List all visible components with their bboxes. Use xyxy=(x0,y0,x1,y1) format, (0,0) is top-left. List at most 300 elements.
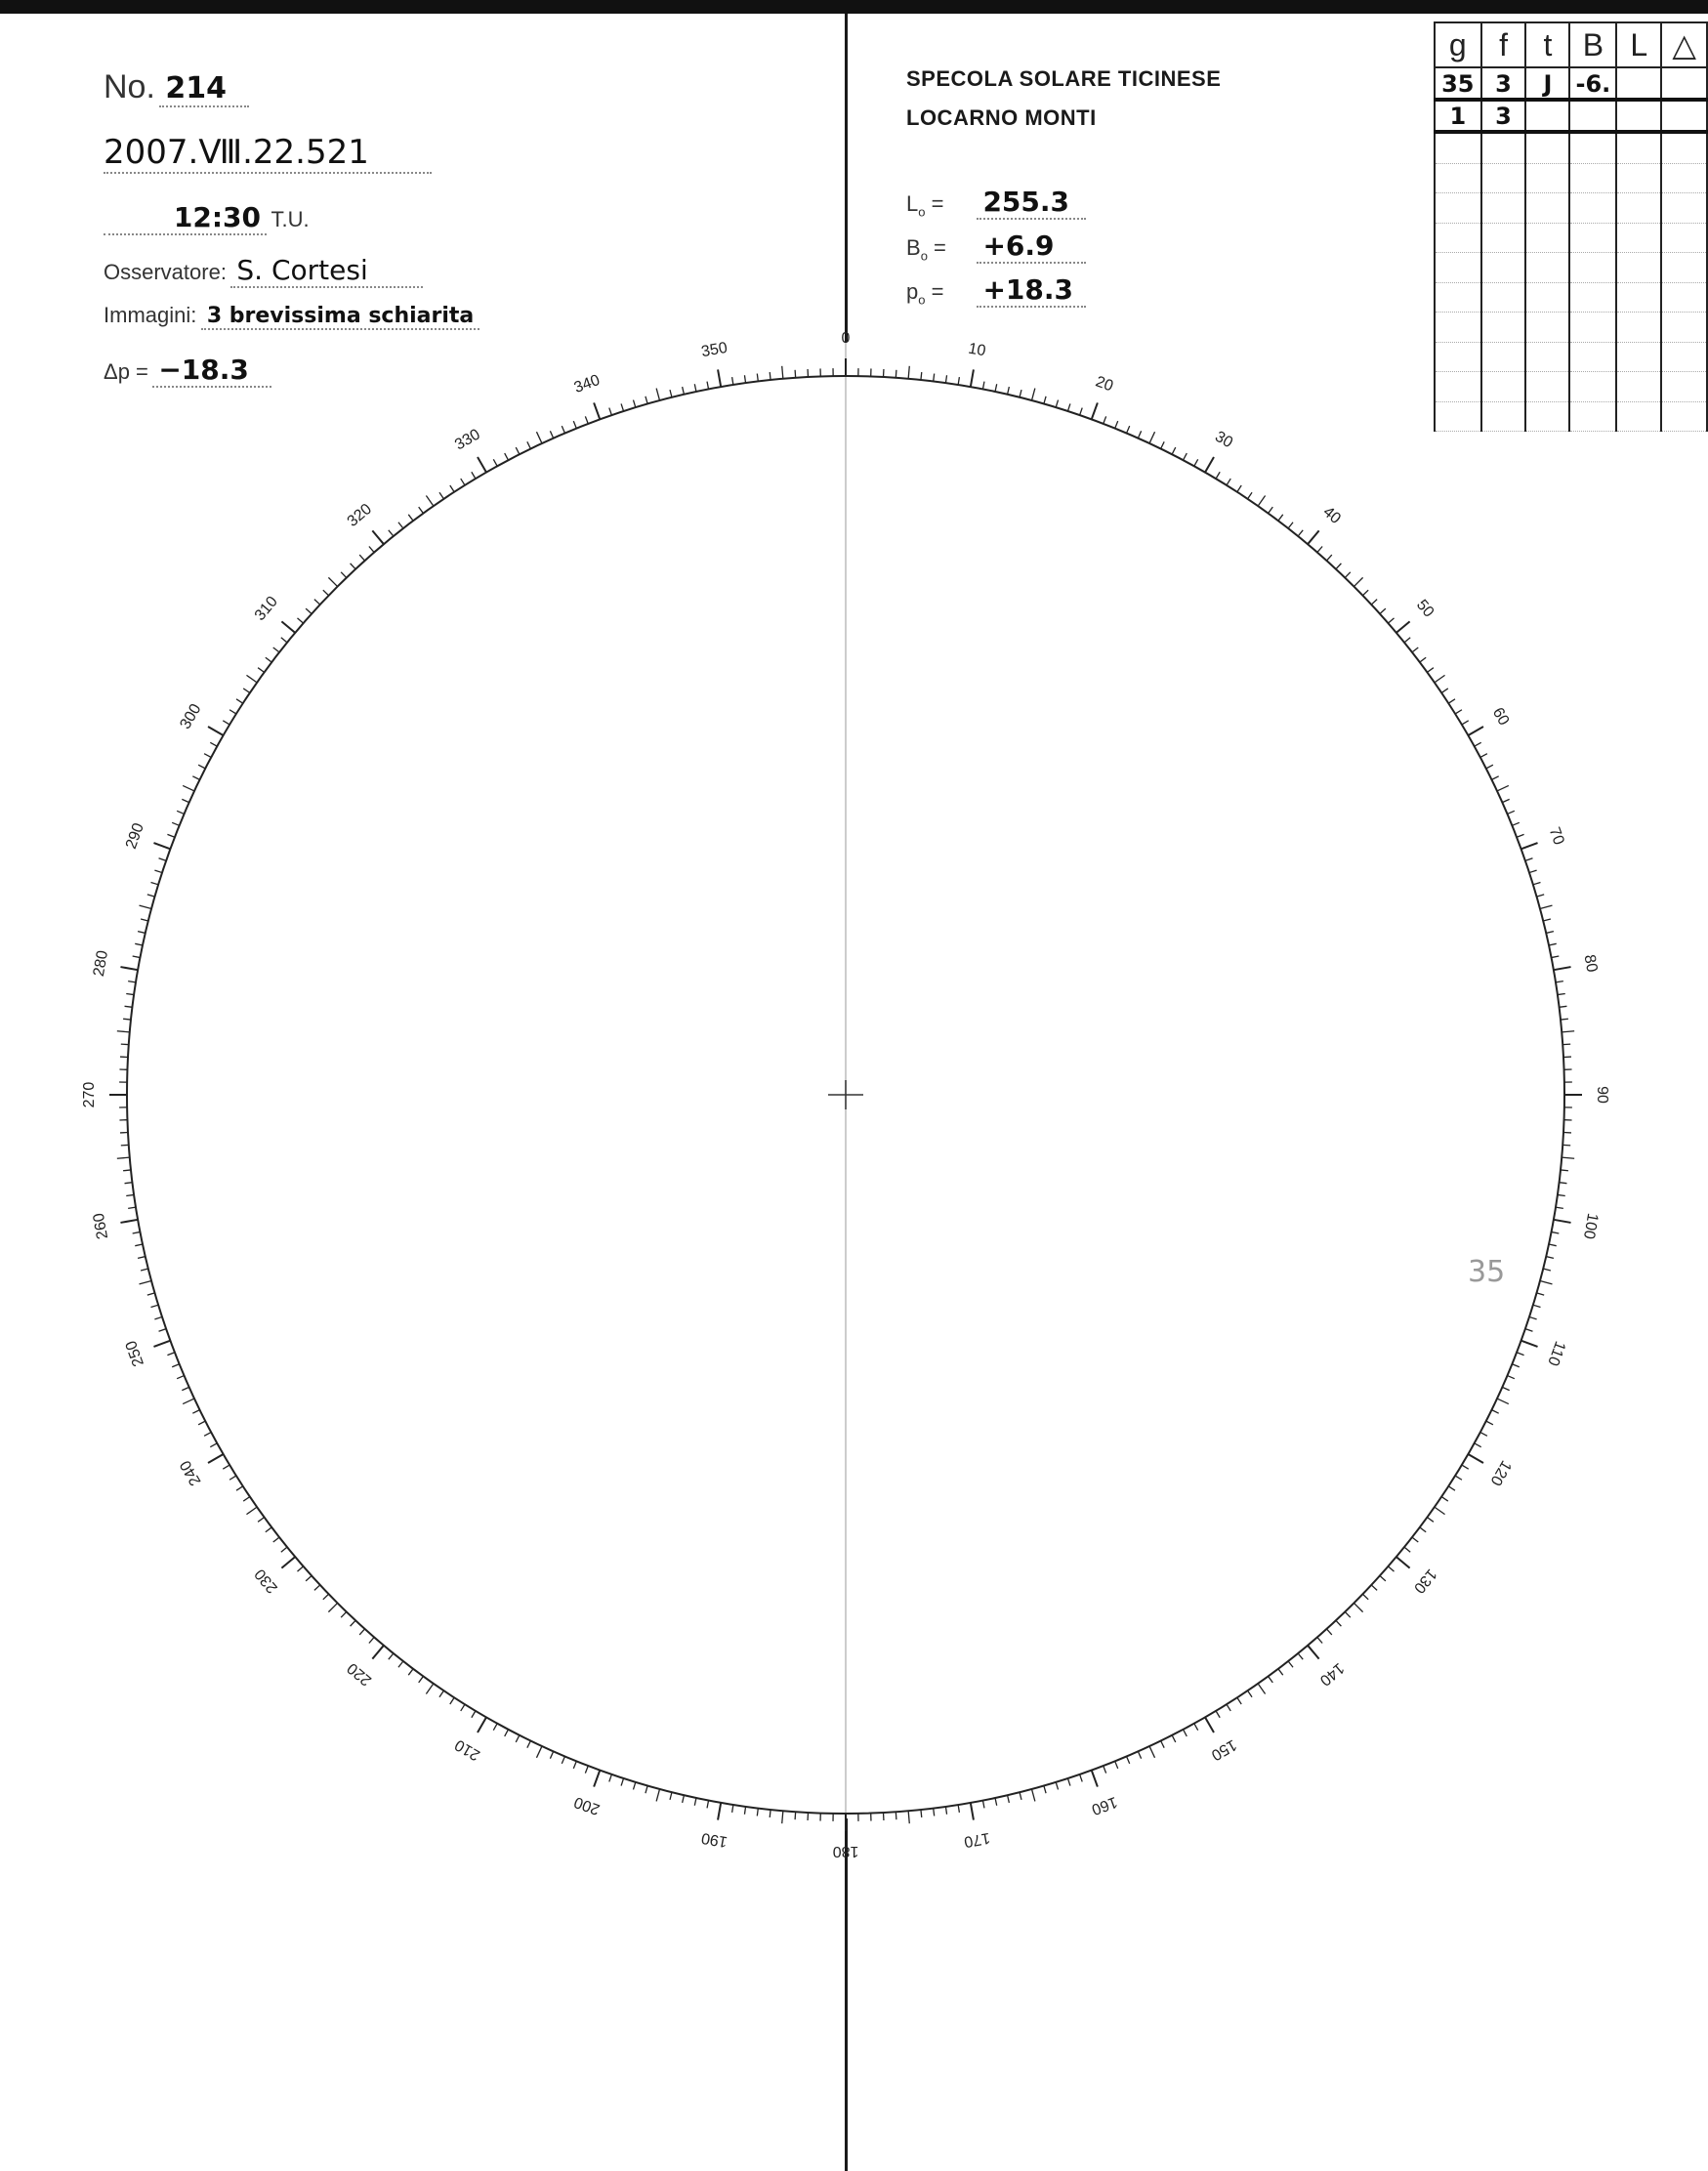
degree-tick xyxy=(1184,453,1187,460)
degree-tick xyxy=(1127,1756,1130,1763)
degree-label: 0 xyxy=(841,330,851,348)
degree-tick xyxy=(1543,1269,1551,1271)
degree-tick xyxy=(1080,1774,1083,1782)
degree-tick xyxy=(1551,1232,1559,1233)
images-note: 3 brevissima schiarita xyxy=(201,304,479,330)
degree-tick xyxy=(670,1792,672,1800)
degree-tick xyxy=(419,507,424,513)
degree-tick xyxy=(472,472,476,479)
degree-tick xyxy=(921,372,922,380)
degree-tick xyxy=(204,754,211,758)
degree-tick xyxy=(1205,457,1214,473)
degree-tick xyxy=(182,799,188,802)
degree-tick xyxy=(585,1766,588,1773)
degree-tick xyxy=(323,1594,329,1600)
degree-tick xyxy=(1345,1611,1351,1617)
degree-tick xyxy=(505,1730,509,1736)
degree-tick xyxy=(153,843,170,849)
degree-tick xyxy=(1502,799,1509,802)
degree-tick xyxy=(1227,479,1230,485)
degree-tick xyxy=(782,1811,783,1823)
degree-tick xyxy=(1371,1585,1377,1590)
degree-tick xyxy=(1562,1031,1574,1032)
degree-tick xyxy=(1546,1257,1554,1259)
degree-tick xyxy=(516,1735,520,1742)
degree-label: 70 xyxy=(1545,824,1567,848)
degree-tick xyxy=(182,1387,188,1390)
degree-label: 20 xyxy=(1093,373,1116,396)
degree-tick xyxy=(1507,811,1514,814)
degree-tick xyxy=(585,416,588,423)
time-unit: T.U. xyxy=(271,207,310,231)
degree-tick xyxy=(208,1454,224,1463)
degree-tick xyxy=(1556,1207,1563,1208)
degree-tick xyxy=(694,384,696,392)
degree-label: 290 xyxy=(122,820,147,852)
degree-tick xyxy=(1336,1620,1341,1626)
observation-date: 2007.Ⅷ.22.521 xyxy=(104,133,432,174)
degree-tick xyxy=(609,408,612,416)
degree-label: 130 xyxy=(1410,1565,1440,1597)
degree-tick xyxy=(1269,1676,1273,1682)
degree-tick xyxy=(1562,1145,1570,1146)
degree-tick xyxy=(516,447,520,454)
degree-tick xyxy=(167,1353,174,1356)
degree-tick xyxy=(478,457,486,473)
degree-label: 100 xyxy=(1579,1211,1602,1241)
degree-tick xyxy=(1529,1316,1537,1318)
degree-tick xyxy=(223,1465,229,1469)
degree-tick xyxy=(1525,1329,1533,1332)
degree-tick xyxy=(550,431,553,438)
degree-tick xyxy=(183,1399,194,1403)
degree-tick xyxy=(646,397,647,404)
degree-tick xyxy=(1172,447,1176,454)
degree-tick xyxy=(1380,1575,1386,1580)
degree-tick xyxy=(266,1527,271,1532)
degree-tick xyxy=(1427,1518,1433,1523)
degree-tick xyxy=(1388,1566,1394,1571)
degree-tick xyxy=(140,1280,152,1283)
degree-tick xyxy=(633,400,635,408)
degree-label: 150 xyxy=(1208,1735,1239,1764)
param-symbol: p xyxy=(906,279,919,304)
degree-tick xyxy=(138,932,146,934)
degree-tick xyxy=(1149,432,1154,443)
degree-tick xyxy=(527,1741,531,1748)
degree-tick xyxy=(995,384,997,392)
degree-tick xyxy=(236,699,243,703)
degree-tick xyxy=(328,577,337,586)
degree-tick xyxy=(1172,1735,1176,1742)
degree-tick xyxy=(707,382,709,390)
degree-tick xyxy=(1560,1006,1567,1007)
degree-tick xyxy=(770,1810,771,1817)
degree-tick xyxy=(341,1611,347,1617)
degree-tick xyxy=(1549,1244,1557,1246)
column-header-f: f xyxy=(1481,22,1526,67)
degree-tick xyxy=(1529,870,1537,872)
degree-tick xyxy=(1362,590,1368,596)
degree-tick xyxy=(246,1507,257,1514)
degree-label: 110 xyxy=(1544,1338,1568,1368)
degree-tick xyxy=(135,943,143,945)
degree-tick xyxy=(594,1771,600,1787)
degree-tick xyxy=(1092,402,1098,419)
degree-label: 180 xyxy=(832,1842,859,1859)
degree-tick xyxy=(573,1761,576,1768)
degree-tick xyxy=(1031,389,1034,401)
degree-tick xyxy=(782,366,783,379)
degree-tick xyxy=(369,547,374,553)
degree-tick xyxy=(1517,834,1523,837)
record-number: 214 xyxy=(159,71,249,107)
degree-label: 50 xyxy=(1412,597,1437,621)
degree-tick xyxy=(1427,668,1433,673)
degree-tick xyxy=(1561,1170,1568,1171)
degree-label: 260 xyxy=(90,1211,112,1241)
degree-tick xyxy=(609,1774,612,1782)
degree-tick xyxy=(369,1637,374,1643)
degree-tick xyxy=(1056,1782,1058,1790)
param-symbol: L xyxy=(906,191,919,216)
degree-tick xyxy=(1288,1661,1293,1667)
degree-tick xyxy=(694,1798,696,1806)
degree-tick xyxy=(1533,1305,1541,1307)
degree-tick xyxy=(372,1646,384,1659)
degree-tick xyxy=(154,1316,162,1318)
institution-line-2: LOCARNO MONTI xyxy=(906,105,1097,130)
degree-tick xyxy=(1536,1293,1544,1295)
degree-tick xyxy=(1020,390,1021,397)
degree-tick xyxy=(1497,785,1509,790)
degree-tick xyxy=(314,600,320,605)
degree-tick xyxy=(141,919,148,921)
degree-tick xyxy=(1380,608,1386,613)
degree-tick xyxy=(306,1575,312,1580)
degree-tick xyxy=(1435,1507,1445,1514)
degree-label: 60 xyxy=(1488,704,1513,729)
degree-tick xyxy=(1336,564,1341,569)
degree-tick xyxy=(1020,1792,1021,1800)
degree-tick xyxy=(1115,421,1118,428)
degree-tick xyxy=(1161,1741,1165,1748)
degree-tick xyxy=(177,811,184,814)
degree-tick xyxy=(1480,754,1487,758)
degree-tick xyxy=(1561,1019,1568,1020)
degree-tick xyxy=(1127,426,1130,433)
degree-tick xyxy=(177,1376,184,1379)
degree-tick xyxy=(646,1785,647,1793)
degree-tick xyxy=(1480,1433,1487,1437)
degree-label: 210 xyxy=(452,1735,483,1764)
degree-tick xyxy=(1546,932,1554,934)
degree-tick xyxy=(328,1603,337,1611)
degree-tick xyxy=(971,1803,974,1820)
degree-tick xyxy=(1562,1044,1570,1045)
param-subscript: o xyxy=(918,292,926,308)
degree-tick xyxy=(151,1305,159,1307)
degree-tick xyxy=(120,1220,138,1223)
degree-tick xyxy=(1396,1557,1410,1568)
degree-tick xyxy=(621,1778,623,1786)
degree-tick xyxy=(210,1443,217,1447)
degree-tick xyxy=(314,1585,320,1590)
degree-tick xyxy=(1455,710,1462,714)
degree-tick xyxy=(527,441,531,448)
degree-tick xyxy=(121,1145,129,1146)
degree-tick xyxy=(1205,1717,1214,1733)
degree-tick xyxy=(372,530,384,544)
table-cell: 1 xyxy=(1435,100,1481,133)
table-cell: J xyxy=(1525,67,1569,100)
degree-tick xyxy=(1308,1646,1319,1659)
degree-tick xyxy=(1540,905,1553,908)
degree-tick xyxy=(1258,1684,1265,1694)
degree-tick xyxy=(1008,387,1010,395)
degree-label: 300 xyxy=(177,701,205,732)
degree-tick xyxy=(1468,727,1483,735)
degree-tick xyxy=(1104,1766,1106,1773)
degree-tick xyxy=(1248,492,1252,499)
degree-tick xyxy=(795,370,796,378)
degree-tick xyxy=(359,1629,364,1635)
param-value-l0: 255.3 xyxy=(977,186,1086,220)
degree-tick xyxy=(683,1795,685,1803)
degree-tick xyxy=(192,776,199,780)
param-symbol: B xyxy=(906,235,921,260)
degree-tick xyxy=(1371,600,1377,605)
degree-tick xyxy=(1216,1711,1220,1718)
degree-tick xyxy=(258,1518,264,1523)
degree-tick xyxy=(945,1807,946,1815)
degree-tick xyxy=(1441,1497,1448,1501)
degree-tick xyxy=(1435,675,1445,682)
degree-tick xyxy=(1362,1594,1368,1600)
degree-tick xyxy=(281,1547,287,1552)
degree-tick xyxy=(1216,472,1220,479)
degree-tick xyxy=(1556,981,1563,982)
degree-tick xyxy=(1558,1194,1565,1195)
degree-tick xyxy=(1486,765,1493,769)
degree-tick xyxy=(1404,1547,1410,1552)
degree-tick xyxy=(1412,647,1418,652)
degree-tick xyxy=(656,389,659,401)
degree-tick xyxy=(243,1497,250,1501)
degree-tick xyxy=(1441,689,1448,692)
degree-tick xyxy=(934,374,935,382)
degree-tick xyxy=(1468,1454,1483,1463)
degree-tick xyxy=(192,1410,199,1414)
degree-tick xyxy=(934,1809,935,1816)
degree-tick xyxy=(1497,1399,1509,1403)
degree-tick xyxy=(1462,721,1469,725)
degree-tick xyxy=(795,1812,796,1819)
param-subscript: o xyxy=(920,248,928,264)
degree-tick xyxy=(1412,1537,1418,1542)
degree-tick xyxy=(683,387,685,395)
degree-tick xyxy=(419,1676,424,1682)
degree-tick xyxy=(258,668,264,673)
degree-tick xyxy=(273,1537,279,1542)
degree-tick xyxy=(908,366,909,379)
degree-tick xyxy=(450,1697,454,1704)
degree-tick xyxy=(128,1207,136,1208)
degree-tick xyxy=(426,1684,433,1694)
table-cell: 35 xyxy=(1435,67,1481,100)
degree-tick xyxy=(1317,547,1322,553)
degree-tick xyxy=(1044,1785,1046,1793)
degree-label: 10 xyxy=(967,340,987,360)
degree-tick xyxy=(921,1810,922,1817)
degree-tick xyxy=(359,555,364,561)
param-row-l0: $L_o = 255.3$ xyxy=(906,186,1086,230)
degree-tick xyxy=(341,572,347,578)
degree-tick xyxy=(126,1194,134,1195)
degree-tick xyxy=(536,432,541,443)
degree-tick xyxy=(125,1006,133,1007)
degree-label: 200 xyxy=(571,1793,603,1818)
degree-tick xyxy=(562,426,564,433)
degree-tick xyxy=(117,1031,130,1032)
observer-name: S. Cortesi xyxy=(230,254,423,288)
degree-tick xyxy=(505,453,509,460)
degree-tick xyxy=(1512,822,1519,825)
degree-label: 350 xyxy=(699,339,729,361)
column-header-g: g xyxy=(1435,22,1481,67)
degree-label: 220 xyxy=(344,1659,376,1690)
degree-tick xyxy=(323,590,329,596)
degree-tick xyxy=(1558,993,1565,994)
table-cell: 3 xyxy=(1481,100,1526,133)
degree-label: 250 xyxy=(122,1338,147,1369)
degree-tick xyxy=(236,1486,243,1490)
degree-tick xyxy=(1194,459,1198,466)
degree-tick xyxy=(172,822,179,825)
param-value-p0: +18.3 xyxy=(977,273,1086,308)
degree-label: 240 xyxy=(177,1457,205,1488)
degree-tick xyxy=(1067,1778,1069,1786)
degree-tick xyxy=(757,1809,758,1816)
degree-tick xyxy=(732,377,733,385)
degree-tick xyxy=(718,369,721,387)
degree-tick xyxy=(1475,742,1481,746)
degree-label: 270 xyxy=(81,1081,99,1108)
degree-tick xyxy=(1326,1629,1331,1635)
table-cell: -6. xyxy=(1569,67,1616,100)
degree-tick xyxy=(1533,882,1541,884)
degree-label: 280 xyxy=(90,948,112,979)
degree-tick xyxy=(744,375,745,383)
degree-tick xyxy=(633,1782,635,1790)
degree-tick xyxy=(757,374,758,382)
degree-tick xyxy=(1308,530,1319,544)
degree-label: 30 xyxy=(1212,428,1236,452)
degree-tick xyxy=(147,895,155,897)
param-row-p0: $p_o = +18.3$ xyxy=(906,273,1086,317)
degree-label: 230 xyxy=(251,1565,281,1597)
degree-tick xyxy=(1184,1730,1187,1736)
degree-tick xyxy=(1475,1443,1481,1447)
degree-tick xyxy=(133,956,141,958)
degree-tick xyxy=(273,647,279,652)
degree-label: 40 xyxy=(1319,503,1344,528)
degree-label: 160 xyxy=(1089,1793,1120,1818)
degree-tick xyxy=(172,1364,179,1367)
degree-tick xyxy=(1540,1280,1553,1283)
degree-tick xyxy=(478,1717,486,1733)
degree-tick xyxy=(198,1421,205,1425)
degree-tick xyxy=(1138,431,1141,438)
degree-tick xyxy=(1317,1637,1322,1643)
degree-tick xyxy=(126,993,134,994)
degree-tick xyxy=(426,495,433,506)
degree-tick xyxy=(493,1724,497,1731)
degree-tick xyxy=(1521,1341,1538,1347)
degree-tick xyxy=(398,1661,403,1667)
degree-tick xyxy=(971,369,974,387)
degree-label: 190 xyxy=(699,1828,729,1851)
degree-tick xyxy=(1288,522,1293,528)
degree-tick xyxy=(562,1756,564,1763)
degree-tick xyxy=(958,377,959,385)
degree-tick xyxy=(1008,1795,1010,1803)
degree-tick xyxy=(153,1341,170,1347)
degree-tick xyxy=(461,479,465,485)
degree-tick xyxy=(744,1807,745,1815)
degree-tick xyxy=(945,375,946,383)
degree-tick xyxy=(1562,1157,1574,1158)
degree-tick xyxy=(439,1691,443,1697)
degree-tick xyxy=(306,608,312,613)
margin-note: 35 xyxy=(1468,1255,1506,1289)
degree-tick xyxy=(1138,1751,1141,1758)
degree-tick xyxy=(707,1800,709,1808)
degree-tick xyxy=(1080,408,1083,416)
degree-tick xyxy=(450,485,454,492)
degree-tick xyxy=(298,1566,304,1571)
degree-tick xyxy=(1549,943,1557,945)
degree-tick xyxy=(138,1257,146,1259)
degree-tick xyxy=(1248,1691,1252,1697)
degree-tick xyxy=(1149,1746,1154,1758)
degree-tick xyxy=(167,834,174,837)
degree-label: 310 xyxy=(251,593,281,625)
degree-tick xyxy=(1298,530,1303,536)
observation-time: 12:30 xyxy=(104,201,267,235)
degree-tick xyxy=(1536,895,1544,897)
degree-tick xyxy=(351,564,355,569)
degree-tick xyxy=(246,675,257,682)
degree-tick xyxy=(135,1244,143,1246)
degree-tick xyxy=(223,721,229,725)
degree-tick xyxy=(770,372,771,380)
degree-tick xyxy=(1388,618,1394,623)
degree-tick xyxy=(1507,1376,1514,1379)
degree-tick xyxy=(1056,400,1058,408)
degree-tick xyxy=(908,1811,909,1823)
degree-tick xyxy=(1543,919,1551,921)
degree-tick xyxy=(1354,577,1362,586)
param-value-b0: +6.9 xyxy=(977,230,1086,264)
degree-tick xyxy=(123,1019,131,1020)
degree-tick xyxy=(573,421,576,428)
degree-tick xyxy=(1521,843,1538,849)
observer-label: Osservatore: xyxy=(104,260,227,284)
degree-tick xyxy=(536,1746,541,1758)
degree-tick xyxy=(1502,1387,1509,1390)
degree-tick xyxy=(1554,1220,1571,1223)
